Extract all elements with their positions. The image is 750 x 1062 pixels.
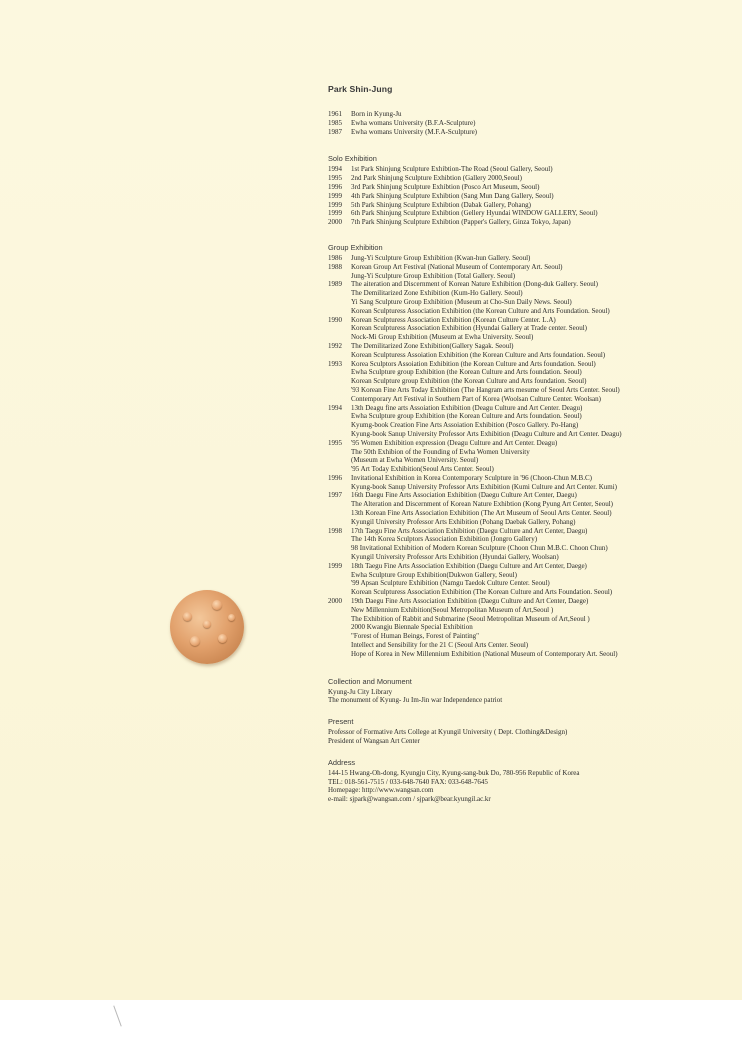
entry-year: 1999 xyxy=(328,209,342,218)
entry-text: Jung-Yi Sculpture Group Exhibition (Total Gallery. Seoul) xyxy=(351,271,516,280)
entry-text: 13th Korean Fine Arts Association Exhibition (The Art Museum of Seoul Arts Center. Seoul) xyxy=(351,509,612,518)
entry-text: Nock-Mi Group Exhibition (Museum at Ewha University. Seoul) xyxy=(351,333,534,342)
bio-section xyxy=(328,110,742,136)
entry-text: 16th Daegu Fine Arts Association Exhibition (Daegu Culture Art Center, Daegu) xyxy=(351,491,577,500)
entry-row xyxy=(328,280,742,315)
entry-text: Kyung-book Sanup University Professor Arts Exhibition (Deagu Culture and Art Center. Deagu) xyxy=(351,429,622,438)
entry-text: The 14th Korea Sculptors Association Exhibition (Jongro Gallery) xyxy=(351,535,538,544)
entry-row xyxy=(328,110,742,119)
entry-text: Korean Sculpturess Association Exhibition (Hyundai Gallery at Trade center. Seoul) xyxy=(351,324,588,333)
phone-line: TEL: 018-561-7515 / 033-648-7640 FAX: 033-648-7645 xyxy=(328,777,488,786)
entry-year: 1961 xyxy=(328,110,342,118)
entry-lines xyxy=(351,209,742,218)
email-link[interactable]: e-mail: sjpark@wangsan.com / sjpark@bear.kyungil.ac.kr xyxy=(328,795,491,804)
entry-lines xyxy=(351,183,742,192)
homepage-link[interactable]: Homepage: http://www.wangsan.com xyxy=(328,786,434,795)
solo-title: Solo Exhibition xyxy=(328,154,377,164)
entry-lines xyxy=(351,360,742,404)
page-margin xyxy=(0,1000,750,1062)
entry-text: Born in Kyung-Ju xyxy=(351,110,402,118)
entry-row xyxy=(328,119,742,128)
entry-row xyxy=(328,562,742,597)
address-line: 144-15 Hwang-Oh-dong, Kyungju City, Kyung-sang-buk Do, 780-956 Republic of Korea xyxy=(328,768,580,777)
entry-text: '93 Korean Fine Arts Today Exhibition (The Hangram arts mesume of Seoul Arts Center. Seoul) xyxy=(351,385,620,394)
entry-text: The aiteration and Discernment of Korean Nature Exhibition (Dong-duk Gallery. Seoul) xyxy=(351,280,598,289)
present-section xyxy=(328,717,742,746)
entry-year: 1993 xyxy=(328,359,342,368)
entry-lines xyxy=(351,192,742,201)
group-title: Group Exhibition xyxy=(328,242,383,252)
entry-row xyxy=(328,174,742,183)
entry-text: (Museum at Ewha Women University. Seoul) xyxy=(351,456,479,465)
entry-row xyxy=(328,474,742,492)
collection-line: The monument of Kyung- Ju Im-Jin war Independence patriot xyxy=(328,696,503,705)
entry-row xyxy=(328,360,742,404)
entry-row xyxy=(328,218,742,227)
entry-lines xyxy=(351,527,742,562)
solo-list xyxy=(328,165,742,227)
solo-section xyxy=(328,154,742,227)
entry-lines xyxy=(351,342,742,360)
bio-list xyxy=(328,110,742,136)
entry-text: Ewha womans University (M.F.A-Sculpture) xyxy=(351,127,478,136)
entry-row xyxy=(328,165,742,174)
present-line: Professor of Formative Arts College at Kyungil University ( Dept. Clothing&Design) xyxy=(328,728,568,737)
entry-text: 98 Invitational Exhibition of Modern Korean Sculpture (Choon Chun M.B.C. Choon Chun) xyxy=(351,544,608,553)
sculpture-image xyxy=(170,590,244,664)
entry-text: Hope of Korea in New Millennium Exhibition (National Museum of Contemporary Art. Seoul) xyxy=(351,649,618,658)
collection-section xyxy=(328,677,742,706)
entry-lines xyxy=(351,316,742,342)
entry-text: The Demilitarized Zone Exhibition(Gallery Sagak. Seoul) xyxy=(351,341,514,350)
entry-text: Intellect and Sensibility for the 21 C (Seoul Arts Center. Seoul) xyxy=(351,641,529,650)
entry-lines xyxy=(351,110,742,119)
entry-text: 7th Park Shinjung Sculpture Exhibtion (Papper's Gallery, Ginza Tokyo, Japan) xyxy=(351,218,571,227)
entry-text: 1st Park Shinjung Sculpture Exhibtion-The Road (Seoul Gallery, Seoul) xyxy=(351,165,553,174)
entry-text: Yi Sang Sculpture Group Exhibition (Museum at Cho-Sun Daily News. Seoul) xyxy=(351,297,572,306)
entry-year: 1998 xyxy=(328,526,342,535)
entry-row xyxy=(328,192,742,201)
entry-text: 6th Park Shinjung Sculpture Exhibtion (Gellery Hyundai WINDOW GALLERY, Seoul) xyxy=(351,209,598,218)
entry-lines xyxy=(351,119,742,128)
entry-year: 1996 xyxy=(328,473,342,482)
entry-lines xyxy=(351,280,742,315)
entry-text: Kyumg-book Creation Fine Arts Assoiation Exhibition (Posco Gallery. Po-Hang) xyxy=(351,421,579,430)
collection-title: Collection and Monument xyxy=(328,676,412,686)
entry-row xyxy=(328,316,742,342)
entry-text: The Demilitarized Zone Exhibition (Kum-Ho Gallery. Seoul) xyxy=(351,289,523,298)
entry-text: 18th Taegu Fine Arts Association Exhibition (Daegu Culture and Art Center, Daege) xyxy=(351,561,587,570)
group-list xyxy=(328,254,742,659)
entry-text: "Forest of Human Beings, Forest of Painting" xyxy=(351,632,480,641)
entry-text: 17th Taegu Fine Arts Association Exhibition (Daegu Culture and Art Center, Daegu) xyxy=(351,526,588,535)
present-line: President of Wangsan Art Center xyxy=(328,737,420,746)
entry-lines xyxy=(351,491,742,526)
entry-year: 1989 xyxy=(328,280,342,289)
entry-text: Ewha Sculpture group Exhibition (the Korean Culture and Arts foundation. Seoul) xyxy=(351,368,582,377)
entry-year: 1999 xyxy=(328,191,342,200)
entry-text: Ewha Sculpture group Exhibition (the Korean Culture and Arts foundation. Seoul) xyxy=(351,412,582,421)
entry-row xyxy=(328,439,742,474)
entry-year: 1996 xyxy=(328,182,342,191)
entry-text: Korean Sculpturess Association Exhibition (The Korean Culture and Arts Foundation. Seoul) xyxy=(351,588,613,597)
entry-year: 1986 xyxy=(328,253,342,262)
entry-text: Korean Group Art Festival (National Museum of Contemporary Art. Seoul) xyxy=(351,262,563,271)
entry-text: Korean Sculpturess Association Exhibition (Korean Culture Center. L.A) xyxy=(351,315,556,324)
entry-row xyxy=(328,254,742,263)
entry-lines xyxy=(351,597,742,659)
entry-text: Korea Sculptors Assoiation Exhibition (the Korean Culture and Arts foundation. Seoul) xyxy=(351,359,596,368)
present-title: Present xyxy=(328,717,354,727)
entry-lines xyxy=(351,474,742,492)
entry-year: 1995 xyxy=(328,438,342,447)
collection-line: Kyung-Ju City Library xyxy=(328,687,393,696)
entry-lines xyxy=(351,263,742,281)
entry-row xyxy=(328,404,742,439)
entry-year: 1988 xyxy=(328,262,342,271)
entry-lines xyxy=(351,254,742,263)
entry-text: Korean Sculpturess Assoiation Exhibition (the Korean Culture and Arts foundation. Seoul) xyxy=(351,350,606,359)
entry-text: 5th Park Shinjung Sculpture Exhibtion (Dabak Gallery, Pohang) xyxy=(351,200,531,209)
entry-year: 1999 xyxy=(328,561,342,570)
entry-year: 1987 xyxy=(328,127,342,136)
entry-text: Korean Sculpturess Association Exhibition (the Korean Culture and Arts Foundation. Seoul) xyxy=(351,306,610,315)
entry-text: Invitational Exhibition in Korea Contemporary Sculpture in '96 (Choon-Chun M.B.C) xyxy=(351,473,592,482)
entry-lines xyxy=(351,174,742,183)
entry-text: Ewha Sculpture Group Exhibition(Dukwon Gallery, Seoul) xyxy=(351,570,517,579)
entry-text: Kyungil University Professor Arts Exhibition (Pohang Daebak Gallery, Pohang) xyxy=(351,517,576,526)
entry-row xyxy=(328,597,742,659)
group-section xyxy=(328,243,742,659)
entry-text: Kyungil University Professor Arts Exhibition (Hyundai Gallery, Woolsan) xyxy=(351,553,559,562)
entry-lines xyxy=(351,201,742,210)
entry-lines xyxy=(351,439,742,474)
entry-row xyxy=(328,209,742,218)
entry-lines xyxy=(351,404,742,439)
entry-text: New Millennium Exhibition(Seoul Metropolitan Museum of Art,Seoul ) xyxy=(351,605,554,614)
entry-text: Jung-Yi Sculpture Group Exhibition (Kwan-hun Gallery. Seoul) xyxy=(351,253,531,262)
entry-year: 1992 xyxy=(328,341,342,350)
entry-text: 2nd Park Shinjung Sculpture Exhibtion (Gallery 2000,Seoul) xyxy=(351,174,522,183)
entry-lines xyxy=(351,165,742,174)
entry-year: 1997 xyxy=(328,491,342,500)
address-title: Address xyxy=(328,757,356,767)
entry-text: Contemporary Art Festival in Southern Part of Korea (Woolsan Culture Center. Woolsan) xyxy=(351,394,601,403)
entry-text: 13th Deagu fine arts Assoiation Exhibition (Deagu Culture and Art Center. Deagu) xyxy=(351,403,583,412)
entry-row xyxy=(328,527,742,562)
entry-year: 1994 xyxy=(328,403,342,412)
entry-lines xyxy=(351,218,742,227)
entry-text: 19th Daegu Fine Arts Association Exhibition (Daegu Culture and Art Center, Daege) xyxy=(351,597,589,606)
entry-text: 4th Park Shinjung Sculpture Exhibtion (Sang Mun Dang Gallery, Seoul) xyxy=(351,191,554,200)
entry-row xyxy=(328,491,742,526)
entry-year: 1985 xyxy=(328,118,342,127)
entry-text: '99 Apsan Sculpture Exhibition (Namgu Taedok Culture Center. Seoul) xyxy=(351,579,550,588)
entry-year: 2000 xyxy=(328,218,342,227)
entry-year: 1994 xyxy=(328,165,342,174)
entry-year: 2000 xyxy=(328,597,342,606)
entry-text: '95 Women Exhibition expression (Deagu Culture and Art Center. Deagu) xyxy=(351,438,558,447)
entry-text: The 50th Exhibion of the Founding of Ewha Women University xyxy=(351,447,530,456)
artist-name: Park Shin-Jung xyxy=(328,84,393,94)
entry-year: 1999 xyxy=(328,200,342,209)
entry-text: Korean Sculpture group Exhibition (the Korean Culture and Arts foundation. Seoul) xyxy=(351,377,587,386)
entry-row xyxy=(328,128,742,137)
entry-text: 3rd Park Shinjung Sculpture Exhibtion (Posco Art Museum, Seoul) xyxy=(351,182,540,191)
entry-lines xyxy=(351,128,742,137)
entry-text: The Exhibition of Rabbit and Submarine (Seoul Metropolitan Museum of Art,Seoul ) xyxy=(351,614,590,623)
entry-year: 1995 xyxy=(328,174,342,183)
resume-content xyxy=(328,84,742,816)
entry-row xyxy=(328,201,742,210)
entry-text: '95 Art Today Exhibition(Seoul Arts Center. Seoul) xyxy=(351,465,494,474)
entry-year: 1990 xyxy=(328,315,342,324)
entry-row xyxy=(328,183,742,192)
entry-text: Kyung-book Sanup University Professor Arts Exhibition (Kumi Culture and Art Center. Kumi) xyxy=(351,482,617,491)
entry-text: 2000 Kwangju Biennale Special Exhibition xyxy=(351,623,473,632)
entry-row xyxy=(328,263,742,281)
entry-text: Ewha womans University (B.F.A-Sculpture) xyxy=(351,118,476,127)
address-section xyxy=(328,758,742,804)
entry-lines xyxy=(351,562,742,597)
entry-row xyxy=(328,342,742,360)
entry-text: The Alteration and Discernment of Korean Nature Exhibtion (Kong Pyung Art Center, Seoul) xyxy=(351,500,613,509)
